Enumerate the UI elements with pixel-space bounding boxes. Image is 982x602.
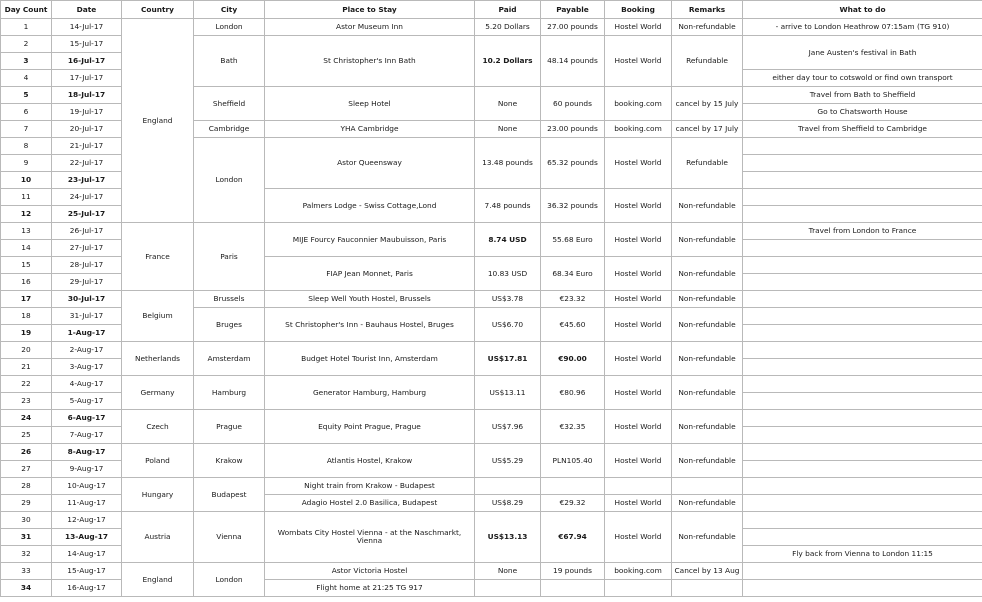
payable-cell[interactable]: 48.14 pounds <box>541 36 605 87</box>
remarks-cell[interactable]: Non-refundable <box>672 495 743 512</box>
date-cell[interactable]: 11-Aug-17 <box>52 495 122 512</box>
todo-cell[interactable] <box>743 342 982 359</box>
day-count-cell[interactable]: 7 <box>1 121 52 138</box>
day-count-cell[interactable]: 6 <box>1 104 52 121</box>
todo-cell[interactable]: Jane Austen's festival in Bath <box>743 36 982 70</box>
payable-cell[interactable]: €90.00 <box>541 342 605 376</box>
day-count-cell[interactable]: 31 <box>1 529 52 546</box>
table-row <box>1 478 982 495</box>
date-cell[interactable]: 18-Jul-17 <box>52 87 122 104</box>
remarks-cell[interactable] <box>672 580 743 597</box>
booking-cell[interactable]: Hostel World <box>605 342 672 376</box>
remarks-cell[interactable]: cancel by 17 July <box>672 121 743 138</box>
day-count-cell[interactable]: 4 <box>1 70 52 87</box>
header-payable[interactable]: Payable <box>541 1 605 19</box>
remarks-cell[interactable]: Cancel by 13 Aug <box>672 563 743 580</box>
date-cell[interactable]: 23-Jul-17 <box>52 172 122 189</box>
date-cell[interactable]: 14-Jul-17 <box>52 19 122 36</box>
country-cell[interactable]: England <box>122 563 194 597</box>
remarks-cell[interactable]: Non-refundable <box>672 342 743 376</box>
header-date[interactable]: Date <box>52 1 122 19</box>
table-row <box>1 19 982 36</box>
paid-cell[interactable] <box>475 478 541 495</box>
place-cell[interactable]: Adagio Hostel 2.0 Basilica, Budapest <box>265 495 475 512</box>
booking-cell[interactable]: Hostel World <box>605 223 672 257</box>
header-what-to-do[interactable]: What to do <box>743 1 982 19</box>
payable-cell[interactable] <box>541 580 605 597</box>
day-count-cell[interactable]: 18 <box>1 308 52 325</box>
todo-cell[interactable] <box>743 359 982 376</box>
todo-cell[interactable] <box>743 206 982 223</box>
todo-cell[interactable] <box>743 274 982 291</box>
table-row <box>1 223 982 240</box>
date-cell[interactable]: 22-Jul-17 <box>52 155 122 172</box>
booking-cell[interactable] <box>605 580 672 597</box>
table-row <box>1 410 982 427</box>
todo-cell[interactable] <box>743 172 982 189</box>
remarks-cell[interactable]: Non-refundable <box>672 512 743 563</box>
paid-cell[interactable]: US$13.11 <box>475 376 541 410</box>
day-count-cell[interactable]: 26 <box>1 444 52 461</box>
date-cell[interactable]: 30-Jul-17 <box>52 291 122 308</box>
booking-cell[interactable]: Hostel World <box>605 308 672 342</box>
todo-cell[interactable]: Travel from London to France <box>743 223 982 240</box>
payable-cell[interactable]: €67.94 <box>541 512 605 563</box>
payable-cell[interactable]: €29.32 <box>541 495 605 512</box>
date-cell[interactable]: 24-Jul-17 <box>52 189 122 206</box>
payable-cell[interactable]: 65.32 pounds <box>541 138 605 189</box>
city-cell[interactable]: Prague <box>194 410 265 444</box>
todo-cell[interactable] <box>743 461 982 478</box>
date-cell[interactable]: 13-Aug-17 <box>52 529 122 546</box>
payable-cell[interactable]: €80.96 <box>541 376 605 410</box>
booking-cell[interactable]: Hostel World <box>605 444 672 478</box>
todo-cell[interactable] <box>743 325 982 342</box>
date-cell[interactable]: 9-Aug-17 <box>52 461 122 478</box>
todo-cell[interactable]: Travel from Sheffield to Cambridge <box>743 121 982 138</box>
todo-cell[interactable]: Go to Chatsworth House <box>743 104 982 121</box>
paid-cell[interactable]: 5.20 Dollars <box>475 19 541 36</box>
date-cell[interactable]: 16-Jul-17 <box>52 53 122 70</box>
header-day-count[interactable]: Day Count <box>1 1 52 19</box>
day-count-cell[interactable]: 1 <box>1 19 52 36</box>
todo-cell[interactable] <box>743 308 982 325</box>
payable-cell[interactable]: 60 pounds <box>541 87 605 121</box>
city-cell[interactable]: Bruges <box>194 308 265 342</box>
day-count-cell[interactable]: 25 <box>1 427 52 444</box>
todo-cell[interactable] <box>743 189 982 206</box>
paid-cell[interactable]: 10.83 USD <box>475 257 541 291</box>
table-row <box>1 376 982 393</box>
date-cell[interactable]: 21-Jul-17 <box>52 138 122 155</box>
remarks-cell[interactable]: Non-refundable <box>672 376 743 410</box>
payable-cell[interactable]: 23.00 pounds <box>541 121 605 138</box>
date-cell[interactable]: 29-Jul-17 <box>52 274 122 291</box>
paid-cell[interactable]: US$3.78 <box>475 291 541 308</box>
day-count-cell[interactable]: 13 <box>1 223 52 240</box>
place-cell[interactable]: Palmers Lodge - Swiss Cottage,Lond <box>265 189 475 223</box>
city-cell[interactable]: Paris <box>194 223 265 291</box>
booking-cell[interactable]: booking.com <box>605 121 672 138</box>
booking-cell[interactable]: Hostel World <box>605 189 672 223</box>
country-cell[interactable]: Czech <box>122 410 194 444</box>
country-cell[interactable]: Germany <box>122 376 194 410</box>
paid-cell[interactable]: US$6.70 <box>475 308 541 342</box>
table-row <box>1 342 982 359</box>
header-city[interactable]: City <box>194 1 265 19</box>
date-cell[interactable]: 19-Jul-17 <box>52 104 122 121</box>
date-cell[interactable]: 4-Aug-17 <box>52 376 122 393</box>
booking-cell[interactable]: Hostel World <box>605 512 672 563</box>
booking-cell[interactable]: booking.com <box>605 563 672 580</box>
paid-cell[interactable]: US$8.29 <box>475 495 541 512</box>
todo-cell[interactable] <box>743 427 982 444</box>
day-count-cell[interactable]: 15 <box>1 257 52 274</box>
place-cell[interactable]: Budget Hotel Tourist Inn, Amsterdam <box>265 342 475 376</box>
date-cell[interactable]: 3-Aug-17 <box>52 359 122 376</box>
date-cell[interactable]: 17-Jul-17 <box>52 70 122 87</box>
table-row <box>1 291 982 308</box>
day-count-cell[interactable]: 30 <box>1 512 52 529</box>
date-cell[interactable]: 20-Jul-17 <box>52 121 122 138</box>
place-cell[interactable]: Night train from Krakow - Budapest <box>265 478 475 495</box>
day-count-cell[interactable]: 29 <box>1 495 52 512</box>
header-country[interactable]: Country <box>122 1 194 19</box>
day-count-cell[interactable]: 32 <box>1 546 52 563</box>
paid-cell[interactable] <box>475 580 541 597</box>
day-count-cell[interactable]: 16 <box>1 274 52 291</box>
todo-cell[interactable] <box>743 240 982 257</box>
city-cell[interactable]: London <box>194 138 265 223</box>
day-count-cell[interactable]: 9 <box>1 155 52 172</box>
place-cell[interactable]: Atlantis Hostel, Krakow <box>265 444 475 478</box>
table-row <box>1 512 982 529</box>
day-count-cell[interactable]: 19 <box>1 325 52 342</box>
place-cell[interactable]: Generator Hamburg, Hamburg <box>265 376 475 410</box>
date-cell[interactable]: 12-Aug-17 <box>52 512 122 529</box>
place-cell[interactable]: Sleep Well Youth Hostel, Brussels <box>265 291 475 308</box>
remarks-cell[interactable]: Refundable <box>672 36 743 87</box>
day-count-cell[interactable]: 10 <box>1 172 52 189</box>
remarks-cell[interactable]: Refundable <box>672 138 743 189</box>
remarks-cell[interactable]: Non-refundable <box>672 444 743 478</box>
paid-cell[interactable]: US$17.81 <box>475 342 541 376</box>
booking-cell[interactable]: Hostel World <box>605 410 672 444</box>
day-count-cell[interactable]: 23 <box>1 393 52 410</box>
booking-cell[interactable] <box>605 478 672 495</box>
place-cell[interactable]: MIJE Fourcy Fauconnier Maubuisson, Paris <box>265 223 475 257</box>
payable-cell[interactable]: 36.32 pounds <box>541 189 605 223</box>
header-row <box>1 1 982 19</box>
header-booking[interactable]: Booking <box>605 1 672 19</box>
remarks-cell[interactable]: Non-refundable <box>672 291 743 308</box>
todo-cell[interactable] <box>743 444 982 461</box>
paid-cell[interactable]: 10.2 Dollars <box>475 36 541 87</box>
todo-cell[interactable]: Fly back from Vienna to London 11:15 <box>743 546 982 563</box>
city-cell[interactable]: Cambridge <box>194 121 265 138</box>
place-cell[interactable]: Astor Museum Inn <box>265 19 475 36</box>
day-count-cell[interactable]: 14 <box>1 240 52 257</box>
paid-cell[interactable]: None <box>475 121 541 138</box>
country-cell[interactable]: Netherlands <box>122 342 194 376</box>
remarks-cell[interactable] <box>672 478 743 495</box>
city-cell[interactable]: Budapest <box>194 478 265 512</box>
todo-cell[interactable] <box>743 512 982 529</box>
country-cell[interactable]: Poland <box>122 444 194 478</box>
date-cell[interactable]: 27-Jul-17 <box>52 240 122 257</box>
date-cell[interactable]: 14-Aug-17 <box>52 546 122 563</box>
country-cell[interactable]: Hungary <box>122 478 194 512</box>
country-cell[interactable]: Austria <box>122 512 194 563</box>
header-paid[interactable]: Paid <box>475 1 541 19</box>
place-cell[interactable]: St Christopher's Inn Bath <box>265 36 475 87</box>
city-cell[interactable]: Hamburg <box>194 376 265 410</box>
date-cell[interactable]: 2-Aug-17 <box>52 342 122 359</box>
remarks-cell[interactable]: cancel by 15 July <box>672 87 743 121</box>
remarks-cell[interactable]: Non-refundable <box>672 308 743 342</box>
city-cell[interactable]: Brussels <box>194 291 265 308</box>
table-row <box>1 563 982 580</box>
booking-cell[interactable]: Hostel World <box>605 291 672 308</box>
header-remarks[interactable]: Remarks <box>672 1 743 19</box>
date-cell[interactable]: 15-Jul-17 <box>52 36 122 53</box>
header-place[interactable]: Place to Stay <box>265 1 475 19</box>
date-cell[interactable]: 10-Aug-17 <box>52 478 122 495</box>
booking-cell[interactable]: Hostel World <box>605 36 672 87</box>
place-cell[interactable]: Flight home at 21:25 TG 917 <box>265 580 475 597</box>
todo-cell[interactable] <box>743 529 982 546</box>
booking-cell[interactable]: Hostel World <box>605 257 672 291</box>
date-cell[interactable]: 15-Aug-17 <box>52 563 122 580</box>
country-cell[interactable]: France <box>122 223 194 291</box>
payable-cell[interactable]: €23.32 <box>541 291 605 308</box>
day-count-cell[interactable]: 34 <box>1 580 52 597</box>
day-count-cell[interactable]: 27 <box>1 461 52 478</box>
paid-cell[interactable]: US$7.96 <box>475 410 541 444</box>
city-cell[interactable]: Sheffield <box>194 87 265 121</box>
city-cell[interactable]: London <box>194 563 265 597</box>
todo-cell[interactable] <box>743 495 982 512</box>
todo-cell[interactable] <box>743 291 982 308</box>
day-count-cell[interactable]: 2 <box>1 36 52 53</box>
date-cell[interactable]: 6-Aug-17 <box>52 410 122 427</box>
day-count-cell[interactable]: 33 <box>1 563 52 580</box>
todo-cell[interactable] <box>743 563 982 580</box>
country-cell[interactable]: Belgium <box>122 291 194 342</box>
todo-cell[interactable] <box>743 376 982 393</box>
table-row <box>1 444 982 461</box>
booking-cell[interactable]: Hostel World <box>605 138 672 189</box>
day-count-cell[interactable]: 11 <box>1 189 52 206</box>
paid-cell[interactable]: 13.48 pounds <box>475 138 541 189</box>
todo-cell[interactable] <box>743 410 982 427</box>
day-count-cell[interactable]: 28 <box>1 478 52 495</box>
payable-cell[interactable] <box>541 478 605 495</box>
remarks-cell[interactable]: Non-refundable <box>672 19 743 36</box>
remarks-cell[interactable]: Non-refundable <box>672 189 743 223</box>
date-cell[interactable]: 8-Aug-17 <box>52 444 122 461</box>
day-count-cell[interactable]: 20 <box>1 342 52 359</box>
todo-cell[interactable] <box>743 393 982 410</box>
day-count-cell[interactable]: 17 <box>1 291 52 308</box>
paid-cell[interactable]: 8.74 USD <box>475 223 541 257</box>
place-cell[interactable]: St Christopher's Inn - Bauhaus Hostel, Bruges <box>265 308 475 342</box>
place-cell[interactable]: YHA Cambridge <box>265 121 475 138</box>
date-cell[interactable]: 1-Aug-17 <box>52 325 122 342</box>
date-cell[interactable]: 5-Aug-17 <box>52 393 122 410</box>
place-cell[interactable]: Sleep Hotel <box>265 87 475 121</box>
day-count-cell[interactable]: 3 <box>1 53 52 70</box>
todo-cell[interactable] <box>743 138 982 155</box>
todo-cell[interactable]: either day tour to cotswold or find own transport <box>743 70 982 87</box>
country-cell[interactable]: England <box>122 19 194 223</box>
booking-cell[interactable]: booking.com <box>605 87 672 121</box>
paid-cell[interactable]: 7.48 pounds <box>475 189 541 223</box>
city-cell[interactable]: Vienna <box>194 512 265 563</box>
place-cell[interactable]: Equity Point Prague, Prague <box>265 410 475 444</box>
todo-cell[interactable]: Travel from Bath to Sheffield <box>743 87 982 104</box>
remarks-cell[interactable]: Non-refundable <box>672 410 743 444</box>
paid-cell[interactable]: US$13.13 <box>475 512 541 563</box>
day-count-cell[interactable]: 22 <box>1 376 52 393</box>
todo-cell[interactable] <box>743 580 982 597</box>
place-cell[interactable]: Wombats City Hostel Vienna - at the Naschmarkt, Vienna <box>265 512 475 563</box>
date-cell[interactable]: 28-Jul-17 <box>52 257 122 274</box>
paid-cell[interactable]: US$5.29 <box>475 444 541 478</box>
day-count-cell[interactable]: 24 <box>1 410 52 427</box>
city-cell[interactable]: London <box>194 19 265 36</box>
city-cell[interactable]: Bath <box>194 36 265 87</box>
booking-cell[interactable]: Hostel World <box>605 376 672 410</box>
date-cell[interactable]: 26-Jul-17 <box>52 223 122 240</box>
todo-cell[interactable] <box>743 257 982 274</box>
booking-cell[interactable]: Hostel World <box>605 19 672 36</box>
day-count-cell[interactable]: 5 <box>1 87 52 104</box>
date-cell[interactable]: 16-Aug-17 <box>52 580 122 597</box>
day-count-cell[interactable]: 12 <box>1 206 52 223</box>
payable-cell[interactable]: 55.68 Euro <box>541 223 605 257</box>
todo-cell[interactable] <box>743 155 982 172</box>
date-cell[interactable]: 25-Jul-17 <box>52 206 122 223</box>
payable-cell[interactable]: PLN105.40 <box>541 444 605 478</box>
city-cell[interactable]: Amsterdam <box>194 342 265 376</box>
day-count-cell[interactable]: 8 <box>1 138 52 155</box>
remarks-cell[interactable]: Non-refundable <box>672 257 743 291</box>
payable-cell[interactable]: 27.00 pounds <box>541 19 605 36</box>
booking-cell[interactable]: Hostel World <box>605 495 672 512</box>
place-cell[interactable]: Astor Queensway <box>265 138 475 189</box>
payable-cell[interactable]: €45.60 <box>541 308 605 342</box>
payable-cell[interactable]: 19 pounds <box>541 563 605 580</box>
place-cell[interactable]: FIAP Jean Monnet, Paris <box>265 257 475 291</box>
day-count-cell[interactable]: 21 <box>1 359 52 376</box>
city-cell[interactable]: Krakow <box>194 444 265 478</box>
remarks-cell[interactable]: Non-refundable <box>672 223 743 257</box>
paid-cell[interactable]: None <box>475 563 541 580</box>
date-cell[interactable]: 7-Aug-17 <box>52 427 122 444</box>
place-cell[interactable]: Astor Victoria Hostel <box>265 563 475 580</box>
paid-cell[interactable]: None <box>475 87 541 121</box>
todo-cell[interactable] <box>743 478 982 495</box>
payable-cell[interactable]: €32.35 <box>541 410 605 444</box>
todo-cell[interactable]: - arrive to London Heathrow 07:15am (TG 910) <box>743 19 982 36</box>
payable-cell[interactable]: 68.34 Euro <box>541 257 605 291</box>
date-cell[interactable]: 31-Jul-17 <box>52 308 122 325</box>
